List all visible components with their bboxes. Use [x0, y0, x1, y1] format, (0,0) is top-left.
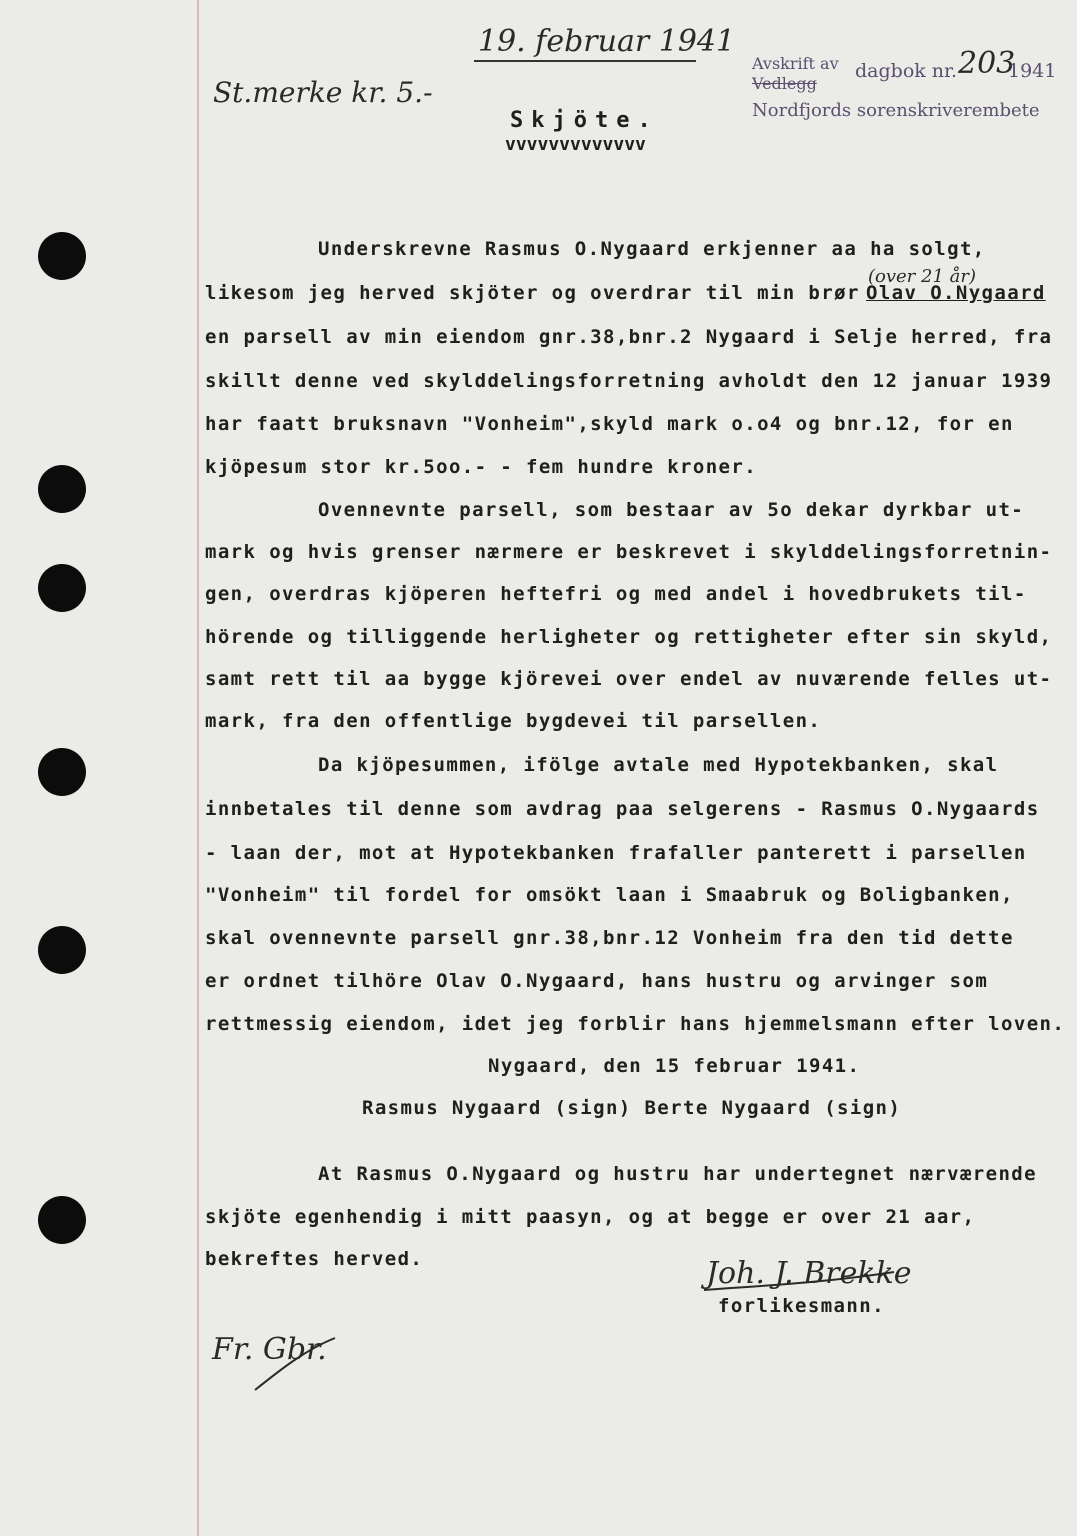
body-line: mark og hvis grenser nærmere er beskrevet i skylddelingsforretnin- [205, 541, 1053, 563]
stamp-year: 1941 [1008, 60, 1057, 82]
body-line: er ordnet tilhöre Olav O.Nygaard, hans hustru og arvinger som [205, 970, 989, 992]
signature-flourish [694, 1256, 904, 1296]
document-title: Skjöte. [510, 108, 659, 133]
signatures-line: Rasmus Nygaard (sign) Berte Nygaard (sign) [362, 1097, 902, 1119]
body-line: - laan der, mot at Hypotekbanken frafaller panterett i parsellen [205, 842, 1027, 864]
punch-hole-icon [38, 926, 86, 974]
body-line: mark, fra den offentlige bygdevei til parsellen. [205, 710, 822, 732]
body-line: Da kjöpesummen, ifölge avtale med Hypotekbanken, skal [318, 754, 999, 776]
body-line: kjöpesum stor kr.5oo.- - fem hundre kroner. [205, 456, 758, 478]
body-line: At Rasmus O.Nygaard og hustru har undertegnet nærværende [318, 1163, 1037, 1185]
punch-hole-icon [38, 1196, 86, 1244]
handwritten-signature: Joh. J. Brekke [706, 1256, 912, 1291]
body-line: "Vonheim" til fordel for omsökt laan i Smaabruk og Boligbanken, [205, 884, 1014, 906]
buyer-name: Olav O.Nygaard [866, 282, 1046, 304]
body-line: likesom jeg herved skjöter og overdrar til min brør [205, 282, 860, 304]
initials-flourish [250, 1330, 340, 1400]
body-line: Ovennevnte parsell, som bestaar av 5o dekar dyrkbar ut- [318, 499, 1025, 521]
body-line: rettmessig eiendom, idet jeg forblir hans hjemmelsmann efter loven. [205, 1013, 1066, 1035]
body-line: hörende og tilliggende herligheter og rettigheter efter sin skyld, [205, 626, 1053, 648]
stamp-number: 203 [958, 46, 1016, 81]
body-line: skillt denne ved skylddelingsforretning avholdt den 12 januar 1939 [205, 370, 1053, 392]
punch-hole-icon [38, 748, 86, 796]
body-line: Underskrevne Rasmus O.Nygaard erkjenner aa ha solgt, [318, 238, 986, 260]
punch-hole-icon [38, 465, 86, 513]
body-line: gen, overdras kjöperen heftefri og med andel i hovedbrukets til- [205, 583, 1027, 605]
signature-title: forlikesmann. [718, 1295, 885, 1317]
body-line: skal ovennevnte parsell gnr.38,bnr.12 Vonheim fra den tid dette [205, 927, 1014, 949]
place-date-line: Nygaard, den 15 februar 1941. [488, 1055, 861, 1077]
punch-hole-icon [38, 232, 86, 280]
punch-hole-icon [38, 564, 86, 612]
body-line: en parsell av min eiendom gnr.38,bnr.2 Nygaard i Selje herred, fra [205, 326, 1053, 348]
handwritten-date: 19. februar 1941 [478, 24, 736, 59]
stamp-line-1: Avskrift av [752, 54, 839, 73]
handwritten-initials: Fr. Gbr. [212, 1332, 327, 1367]
stamp-dagbok-label: dagbok nr. [855, 60, 958, 82]
date-underline [474, 60, 696, 62]
body-line: innbetales til denne som avdrag paa selgerens - Rasmus O.Nygaards [205, 798, 1040, 820]
handwritten-insertion: (over 21 år) [868, 266, 976, 287]
title-underline: vvvvvvvvvvvvv [505, 134, 646, 155]
red-margin-line [197, 0, 199, 1536]
stamp-office: Nordfjords sorenskriverembete [752, 100, 1040, 121]
stamp-line-2-prefix: Vedlegg [752, 74, 817, 93]
body-line: skjöte egenhendig i mitt paasyn, og at begge er over 21 aar, [205, 1206, 976, 1228]
handwritten-stamp-note: St.merke kr. 5.- [213, 76, 433, 109]
body-line: samt rett til aa bygge kjörevei over endel av nuværende felles ut- [205, 668, 1053, 690]
body-line: har faatt bruksnavn "Vonheim",skyld mark o.o4 og bnr.12, for en [205, 413, 1014, 435]
body-line: bekreftes herved. [205, 1248, 424, 1270]
